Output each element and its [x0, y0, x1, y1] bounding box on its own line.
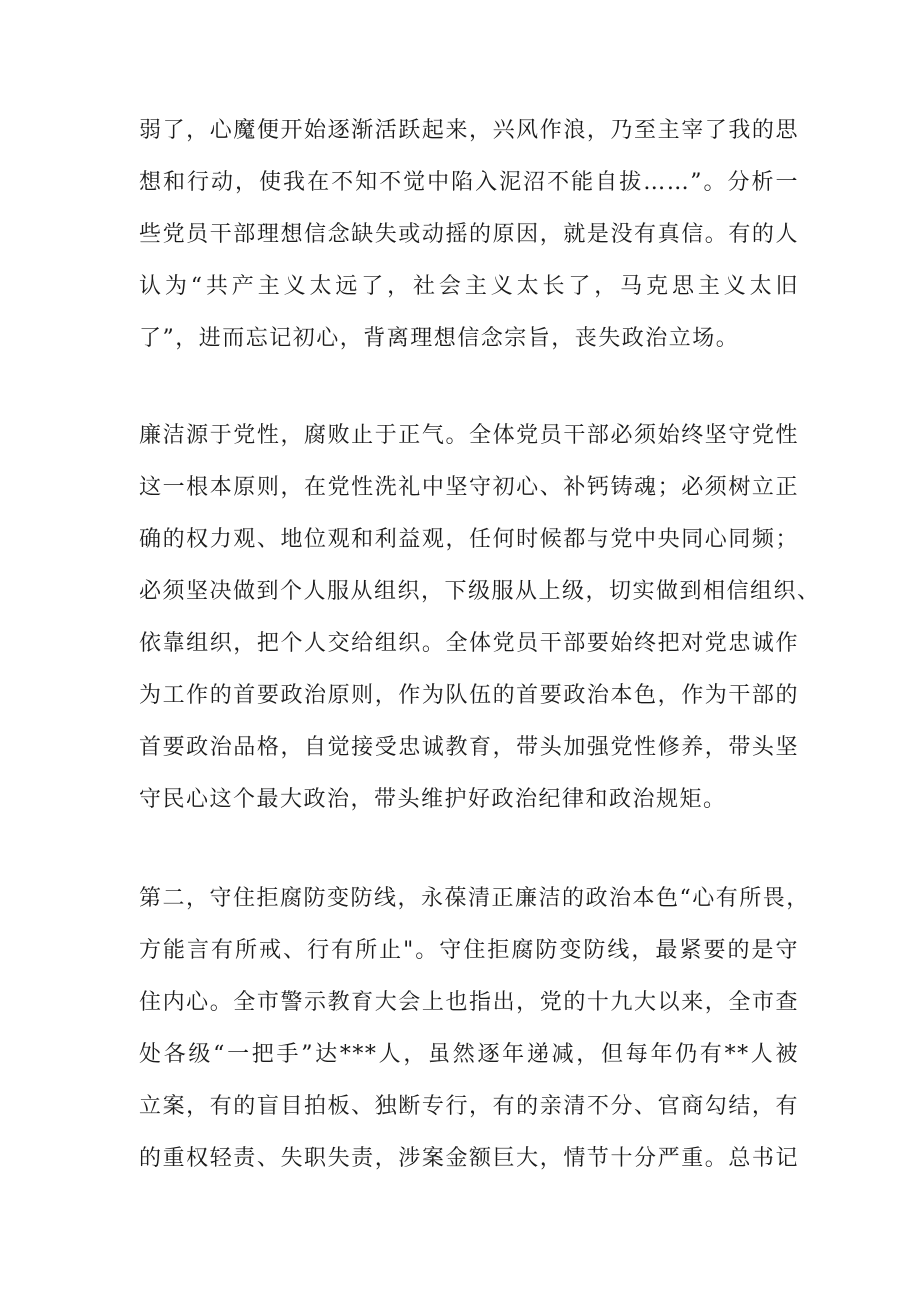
paragraph-party-spirit — [139, 410, 821, 826]
text-line: 住内心。全市警示教育大会上也指出，党的十九大以来，全市查 — [139, 990, 799, 1015]
paragraph-ideals-belief — [139, 105, 799, 365]
text-line: 为工作的首要政治原则，作为队伍的首要政治本色，作为干部的 — [139, 683, 799, 708]
text-line: 方能言有所戒、行有所止"。守住拒腐防变防线，最紧要的是守 — [139, 938, 799, 963]
text-line: 了”，进而忘记初心，背离理想信念宗旨，丧失政治立场。 — [139, 326, 740, 351]
text-line: 的重权轻责、失职失责，涉案金额巨大，情节十分严重。总书记 — [139, 1146, 799, 1171]
paragraph-anti-corruption — [139, 873, 810, 1185]
text-line: 这一根本原则，在党性洗礼中坚守初心、补钙铸魂；必须树立正 — [139, 475, 799, 500]
text-line: 第二，守住拒腐防变防线，永葆清正廉洁的政治本色“心有所畏， — [139, 886, 810, 911]
text-line: 处各级“一把手”达***人，虽然逐年递减，但每年仍有**人被 — [139, 1042, 799, 1067]
text-line: 立案，有的盲目拍板、独断专行，有的亲清不分、官商勾结，有 — [139, 1094, 799, 1119]
text-line: 确的权力观、地位观和利益观，任何时候都与党中央同心同频； — [139, 527, 799, 552]
text-line: 依靠组织，把个人交给组织。全体党员干部要始终把对党忠诚作 — [139, 631, 799, 656]
text-line: 首要政治品格，自觉接受忠诚教育，带头加强党性修养，带头坚 — [139, 735, 799, 760]
text-line: 弱了，心魔便开始逐渐活跃起来，兴风作浪，乃至主宰了我的思 — [139, 118, 799, 143]
text-line: 想和行动，使我在不知不觉中陷入泥沼不能自拔……”。分析一 — [139, 170, 799, 195]
text-line: 必须坚决做到个人服从组织，下级服从上级，切实做到相信组织、 — [139, 579, 821, 604]
text-line: 认为“共产主义太远了，社会主义太长了，马克思主义太旧 — [139, 274, 799, 299]
text-line: 廉洁源于党性，腐败止于正气。全体党员干部必须始终坚守党性 — [139, 423, 799, 448]
text-line: 些党员干部理想信念缺失或动摇的原因，就是没有真信。有的人 — [139, 222, 799, 247]
text-line: 守民心这个最大政治，带头维护好政治纪律和政治规矩。 — [139, 787, 727, 812]
